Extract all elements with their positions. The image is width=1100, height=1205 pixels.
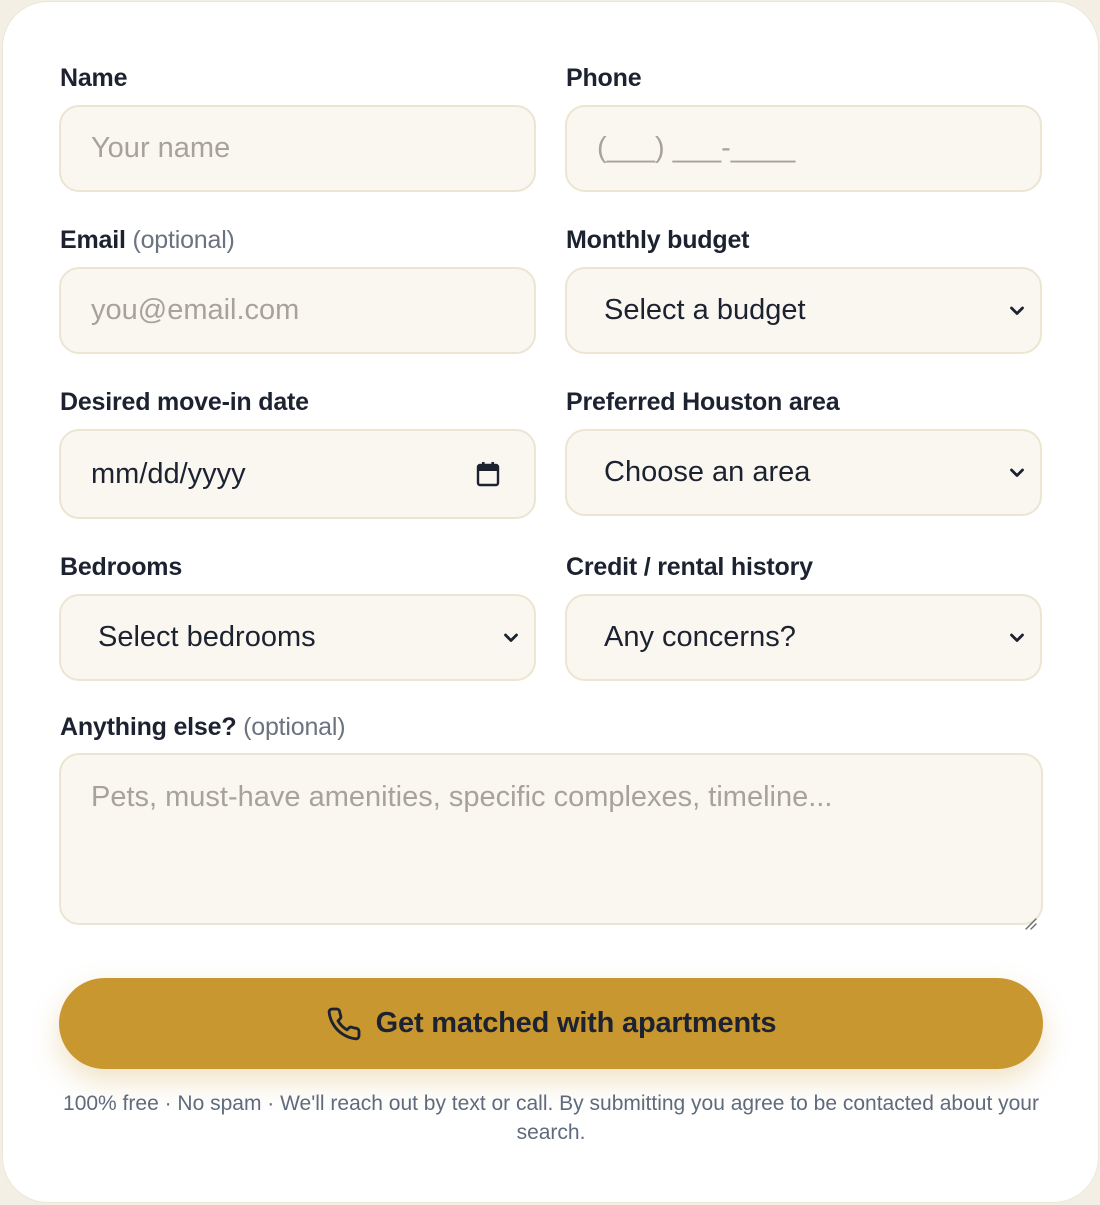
- move-in-date-label: Desired move-in date: [60, 388, 309, 416]
- chevron-down-icon: [1010, 306, 1024, 320]
- lead-form-card: [2, 1, 1099, 1203]
- area-label: Preferred Houston area: [566, 388, 840, 416]
- notes-label: Anything else? (optional): [60, 713, 346, 741]
- email-input[interactable]: you@email.com: [59, 267, 536, 354]
- resize-handle-icon[interactable]: [1023, 905, 1037, 919]
- credit-history-label: Credit / rental history: [566, 553, 813, 581]
- disclaimer-text: 100% free · No spam · We'll reach out by text or call. By submitting you agree to be contacted about your search.: [63, 1092, 1039, 1144]
- phone-label: Phone: [566, 64, 642, 92]
- calendar-icon[interactable]: [476, 461, 500, 487]
- bedrooms-select[interactable]: Select bedrooms: [59, 594, 536, 681]
- email-label: Email (optional): [60, 226, 235, 254]
- name-label: Name: [60, 64, 128, 92]
- area-select[interactable]: Choose an area: [565, 429, 1042, 516]
- chevron-down-icon: [1010, 633, 1024, 647]
- budget-select[interactable]: Select a budget: [565, 267, 1042, 354]
- bedrooms-label: Bedrooms: [60, 553, 183, 581]
- budget-label: Monthly budget: [566, 226, 750, 254]
- get-matched-button[interactable]: Get matched with apartments: [59, 978, 1043, 1069]
- phone-input[interactable]: (___) ___-____: [565, 105, 1042, 192]
- name-input[interactable]: Your name: [59, 105, 536, 192]
- notes-optional-hint: (optional): [243, 713, 346, 741]
- credit-history-select[interactable]: Any concerns?: [565, 594, 1042, 681]
- chevron-down-icon: [1010, 468, 1024, 482]
- notes-textarea[interactable]: Pets, must-have amenities, specific complexes, timeline...: [59, 753, 1043, 925]
- phone-icon: [326, 1006, 362, 1042]
- email-optional-hint: (optional): [132, 226, 235, 254]
- chevron-down-icon: [504, 633, 518, 647]
- move-in-date-input[interactable]: mm/dd/yyyy: [59, 429, 536, 519]
